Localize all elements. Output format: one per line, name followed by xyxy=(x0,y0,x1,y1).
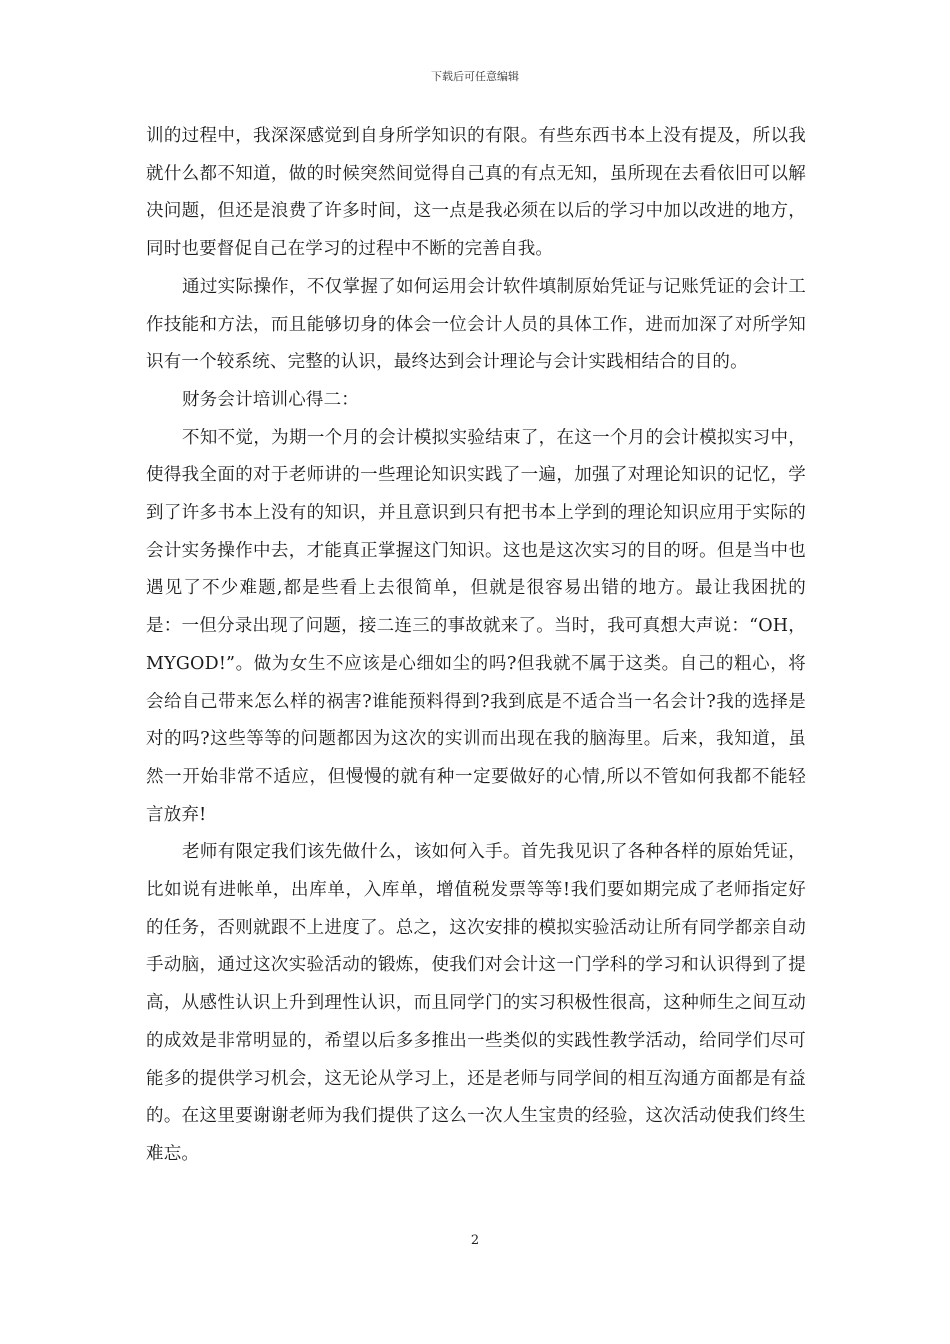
page-header: 下载后可任意编辑 xyxy=(431,70,519,83)
page-number: 2 xyxy=(470,1233,480,1248)
paragraph: 通过实际操作，不仅掌握了如何运用会计软件填制原始凭证与记账凭证的会计工作技能和方法，而且能够切身的体会一位会计人员的具体工作，进而加深了对所学知识有一个较系统、完整的认识，最终达到会计理论与会计实践相结合的目的。 xyxy=(146,276,806,373)
section-heading: 财务会计培训心得二： xyxy=(182,389,359,410)
paragraph: 老师有限定我们该先做什么，该如何入手。首先我见识了各种各样的原始凭证，比如说有进帐单，出库单，入库单，增值税发票等等!我们要如期完成了老师指定好的任务，否则就跟不上进度了。总之，这次安排的模拟实验活动让所有同学都亲自动手动脑，通过这次实验活动的锻炼，使我们对会计这一门学科的学习和认识得到了提高，从感性认识上升到理性认识，而且同学门的实习积极性很高，这种师生之间互动的成效是非常明显的，希望以后多多推出一些类似的实践性教学活动，给同学们尽可能多的提供学习机会，这无论从学习上，还是老师与同学间的相互沟通方面都是有益的。在这里要谢谢老师为我们提供了这么一次人生宝贵的经验，这次活动使我们终生难忘。 xyxy=(146,842,806,1164)
document-body xyxy=(146,118,806,1174)
paragraph-continuation: 训的过程中，我深深感觉到自身所学知识的有限。有些东西书本上没有提及，所以我就什么都不知道，做的时候突然间觉得自己真的有点无知，虽所现在去看依旧可以解决问题，但还是浪费了许多时间，这一点是我必须在以后的学习中加以改进的地方，同时也要督促自己在学习的过程中不断的完善自我。 xyxy=(146,126,806,260)
paragraph: 不知不觉，为期一个月的会计模拟实验结束了，在这一个月的会计模拟实习中，使得我全面的对于老师讲的一些理论知识实践了一遍，加强了对理论知识的记忆，学到了许多书本上没有的知识，并且意识到只有把书本上学到的理论知识应用于实际的会计实务操作中去，才能真正掌握这门知识。这也是这次实习的目的呀。但是当中也遇见了不少难题,都是些看上去很简单，但就是很容易出错的地方。最让我困扰的是：一但分录出现了问题，接二连三的事故就来了。当时，我可真想大声说：“OH，MYGOD!”。做为女生不应该是心细如尘的吗?但我就不属于这类。自己的粗心，将会给自己带来怎么样的祸害?谁能预料得到?我到底是不适合当一名会计?我的选择是对的吗?这些等等的问题都因为这次的实训而出现在我的脑海里。后来，我知道，虽然一开始非常不适应，但慢慢的就有种一定要做好的心情,所以不管如何我都不能轻言放弃! xyxy=(146,427,806,825)
